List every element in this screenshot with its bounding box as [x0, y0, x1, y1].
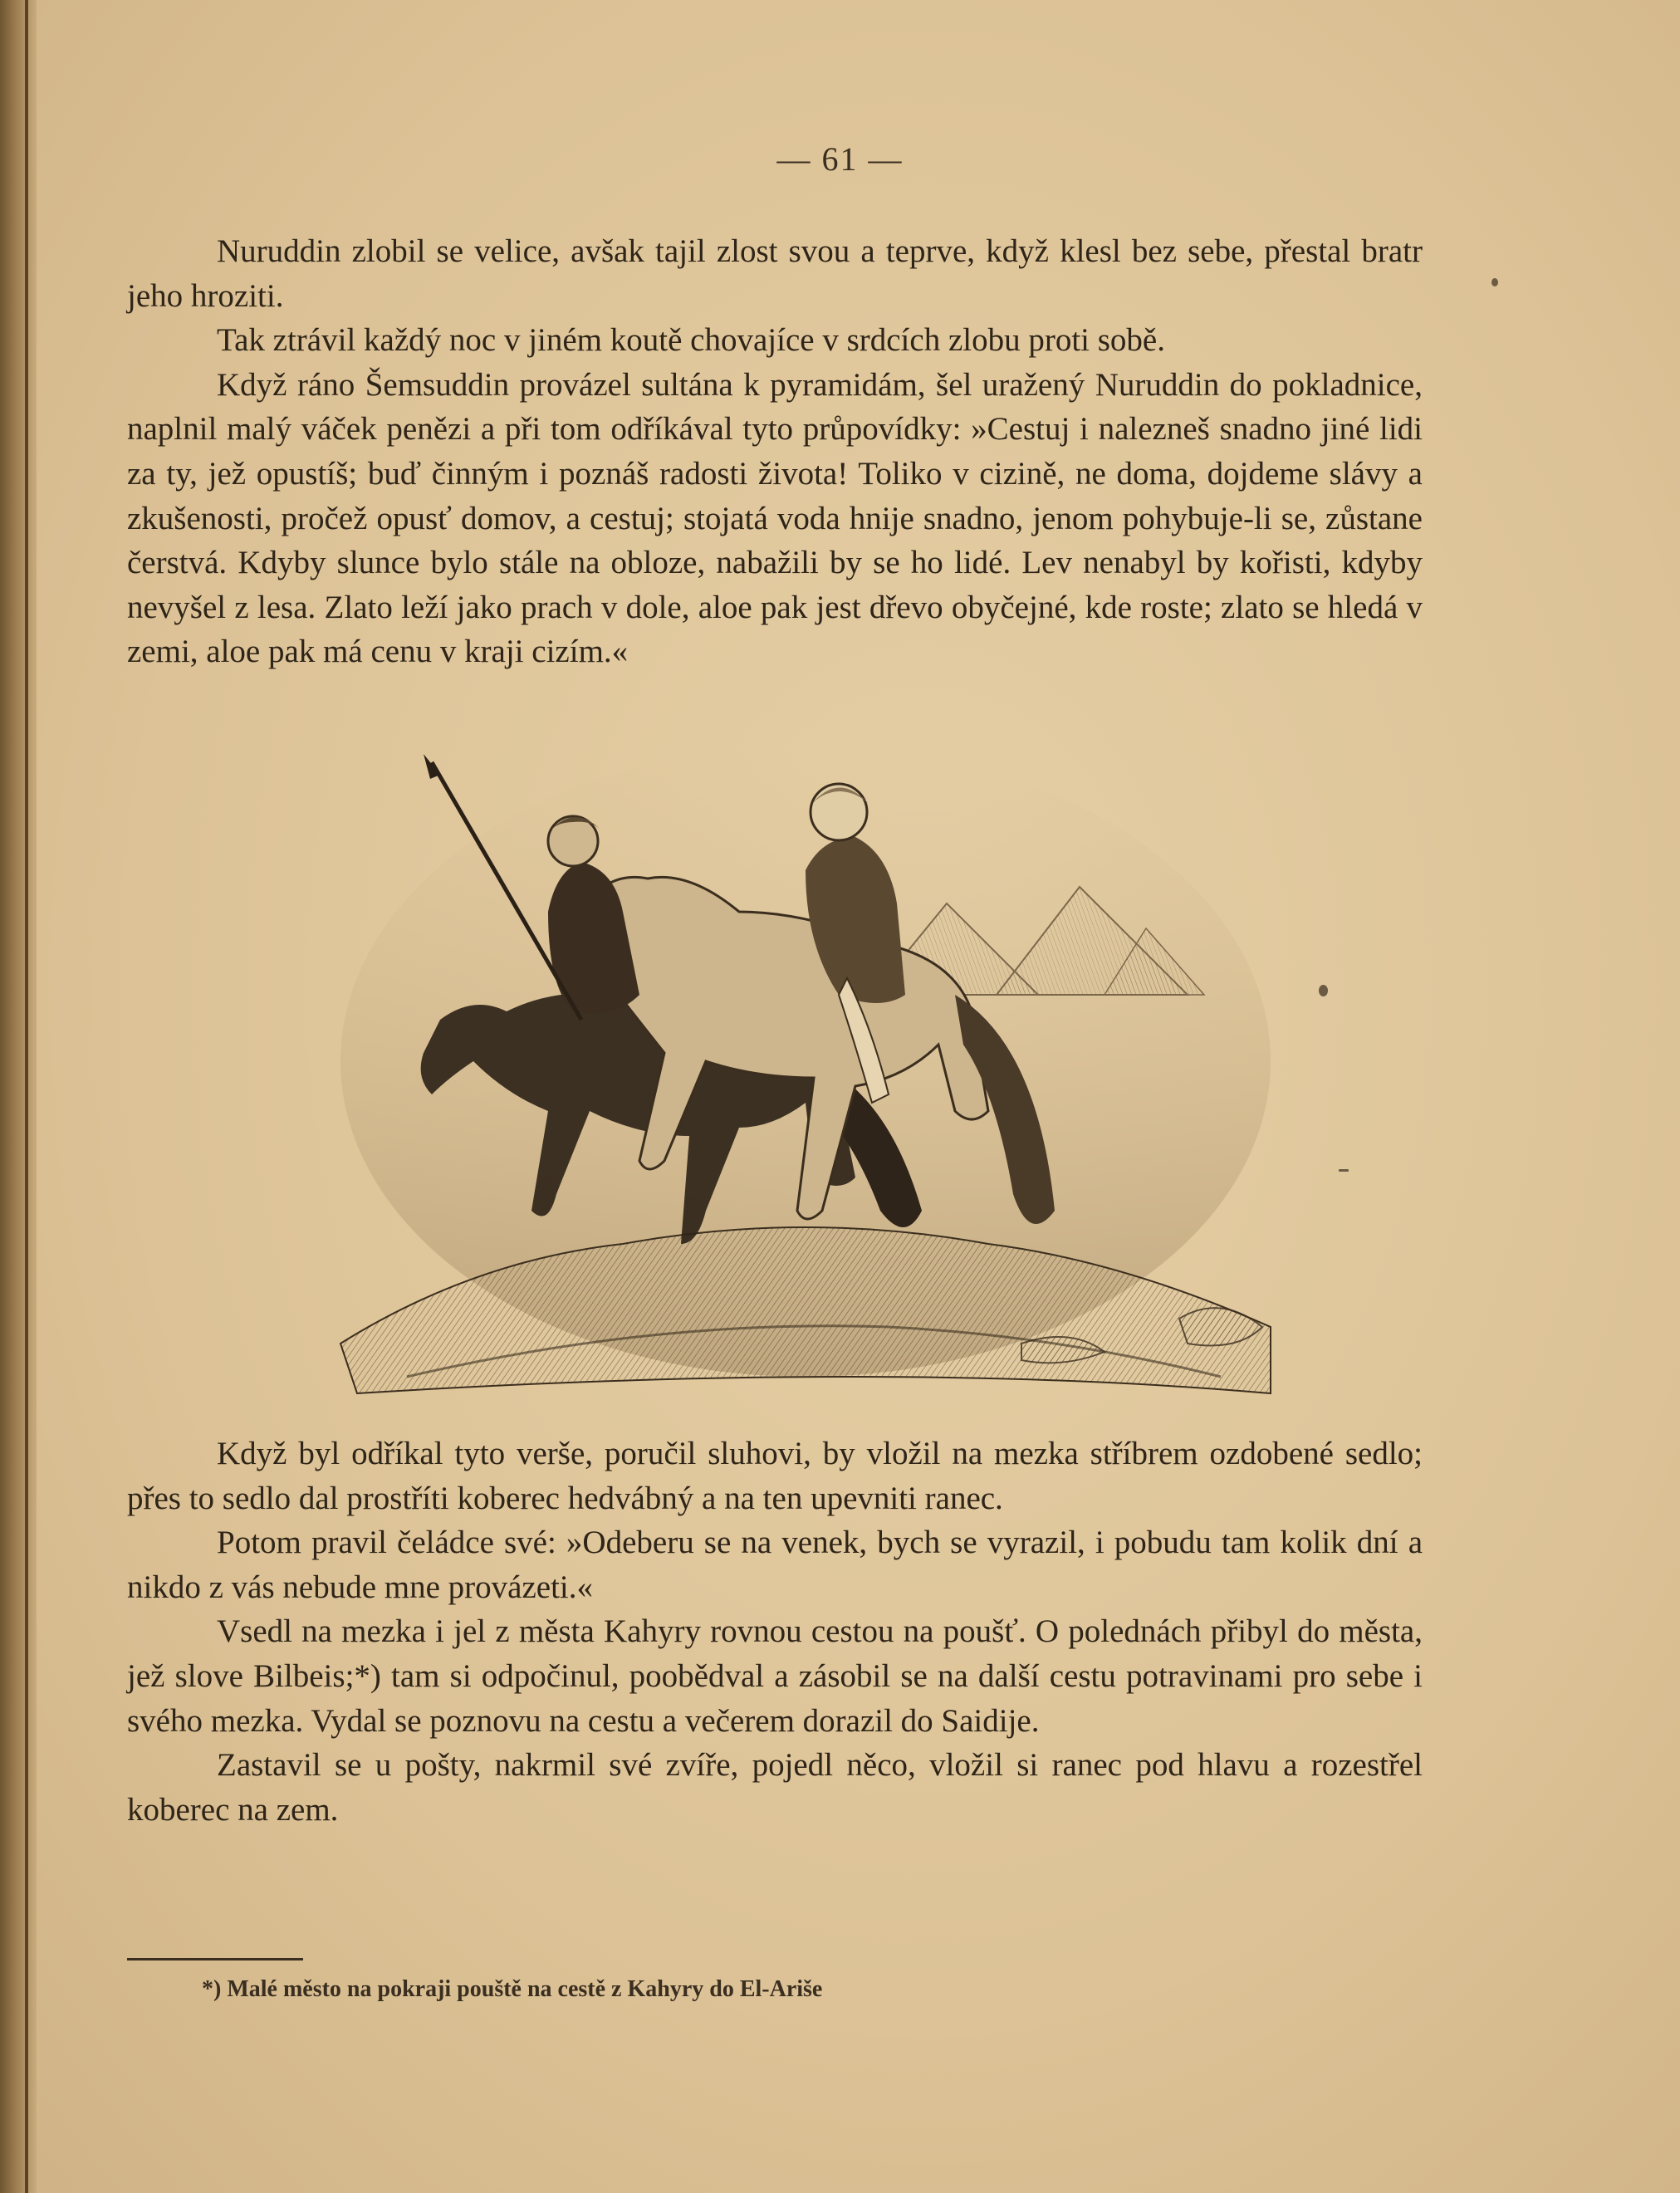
text-block-bottom: [127, 1432, 1423, 1832]
paragraph: Tak ztrávil každý noc v jiném koutě chovajíce v srdcích zlobu proti sobě.: [217, 322, 1165, 359]
paragraph: Když byl odříkal tyto verše, poručil sluhovi, by vložil na mezka stříbrem ozdobené sedlo; přes to sedlo dal prostříti koberec hedvábný a na ten upevniti ranec.: [127, 1436, 1423, 1516]
text-block-top: [127, 229, 1423, 674]
paragraph: Potom pravil čeládce své: »Odeberu se na venek, bych se vyrazil, i pobudu tam kolik dní a nikdo z vás nebude mne provázeti.«: [127, 1525, 1423, 1605]
paragraph: Když ráno Šemsuddin provázel sultána k pyramidám, šel uražený Nuruddin do pokladnice, naplnil malý váček penězi a při tom odříkával tyto průpovídky: »Cestuj i nalezneš snadno jiné lidi za ty, jež opustíš; buď činným i poznáš radosti života! Toliko v cizině, ne doma, dojdeme slávy a zkušenosti, pročež opusť domov, a cestuj; stojatá voda hnije snadno, jenom pohybuje-li se, zůstane čerstvá. Kdyby slunce bylo stále na obloze, nabažili by se ho lidé. Lev nenabyl by kořisti, kdyby nevyšel z lesa. Zlato leží jako prach v dole, aloe pak jest dřevo obyčejné, kde roste; zlato se hledá v zemi, aloe pak má cenu v kraji cizím.«: [127, 366, 1423, 670]
paper-speck: [1319, 985, 1328, 996]
engraving-illustration: [307, 746, 1279, 1410]
binding-line: [25, 0, 28, 2193]
footnote: *) Malé město na pokraji pouště na cestě z Kahyry do El-Ariše: [202, 1976, 823, 2002]
paragraph: Zastavil se u pošty, nakrmil své zvíře, pojedl něco, vložil si ranec pod hlavu a rozestřel koberec na zem.: [127, 1747, 1423, 1828]
paragraph: Nuruddin zlobil se velice, avšak tajil zlost svou a teprve, když klesl bez sebe, přestal bratr jeho hroziti.: [127, 233, 1423, 314]
page-number: — 61 —: [776, 140, 904, 178]
paper-speck: [1339, 1169, 1349, 1172]
footnote-rule: [127, 1958, 303, 1960]
paper-speck: [1491, 278, 1498, 286]
paragraph: Vsedl na mezka i jel z města Kahyry rovnou cestou na poušť. O polednách přibyl do města, jež slove Bilbeis;*) tam si odpočinul, poobědval a zásobil se na další cestu potravinami pro sebe i svého mezka. Vydal se poznovu na cestu a večerem dorazil do Saidije.: [127, 1613, 1423, 1739]
book-binding-edge: [0, 0, 37, 2193]
